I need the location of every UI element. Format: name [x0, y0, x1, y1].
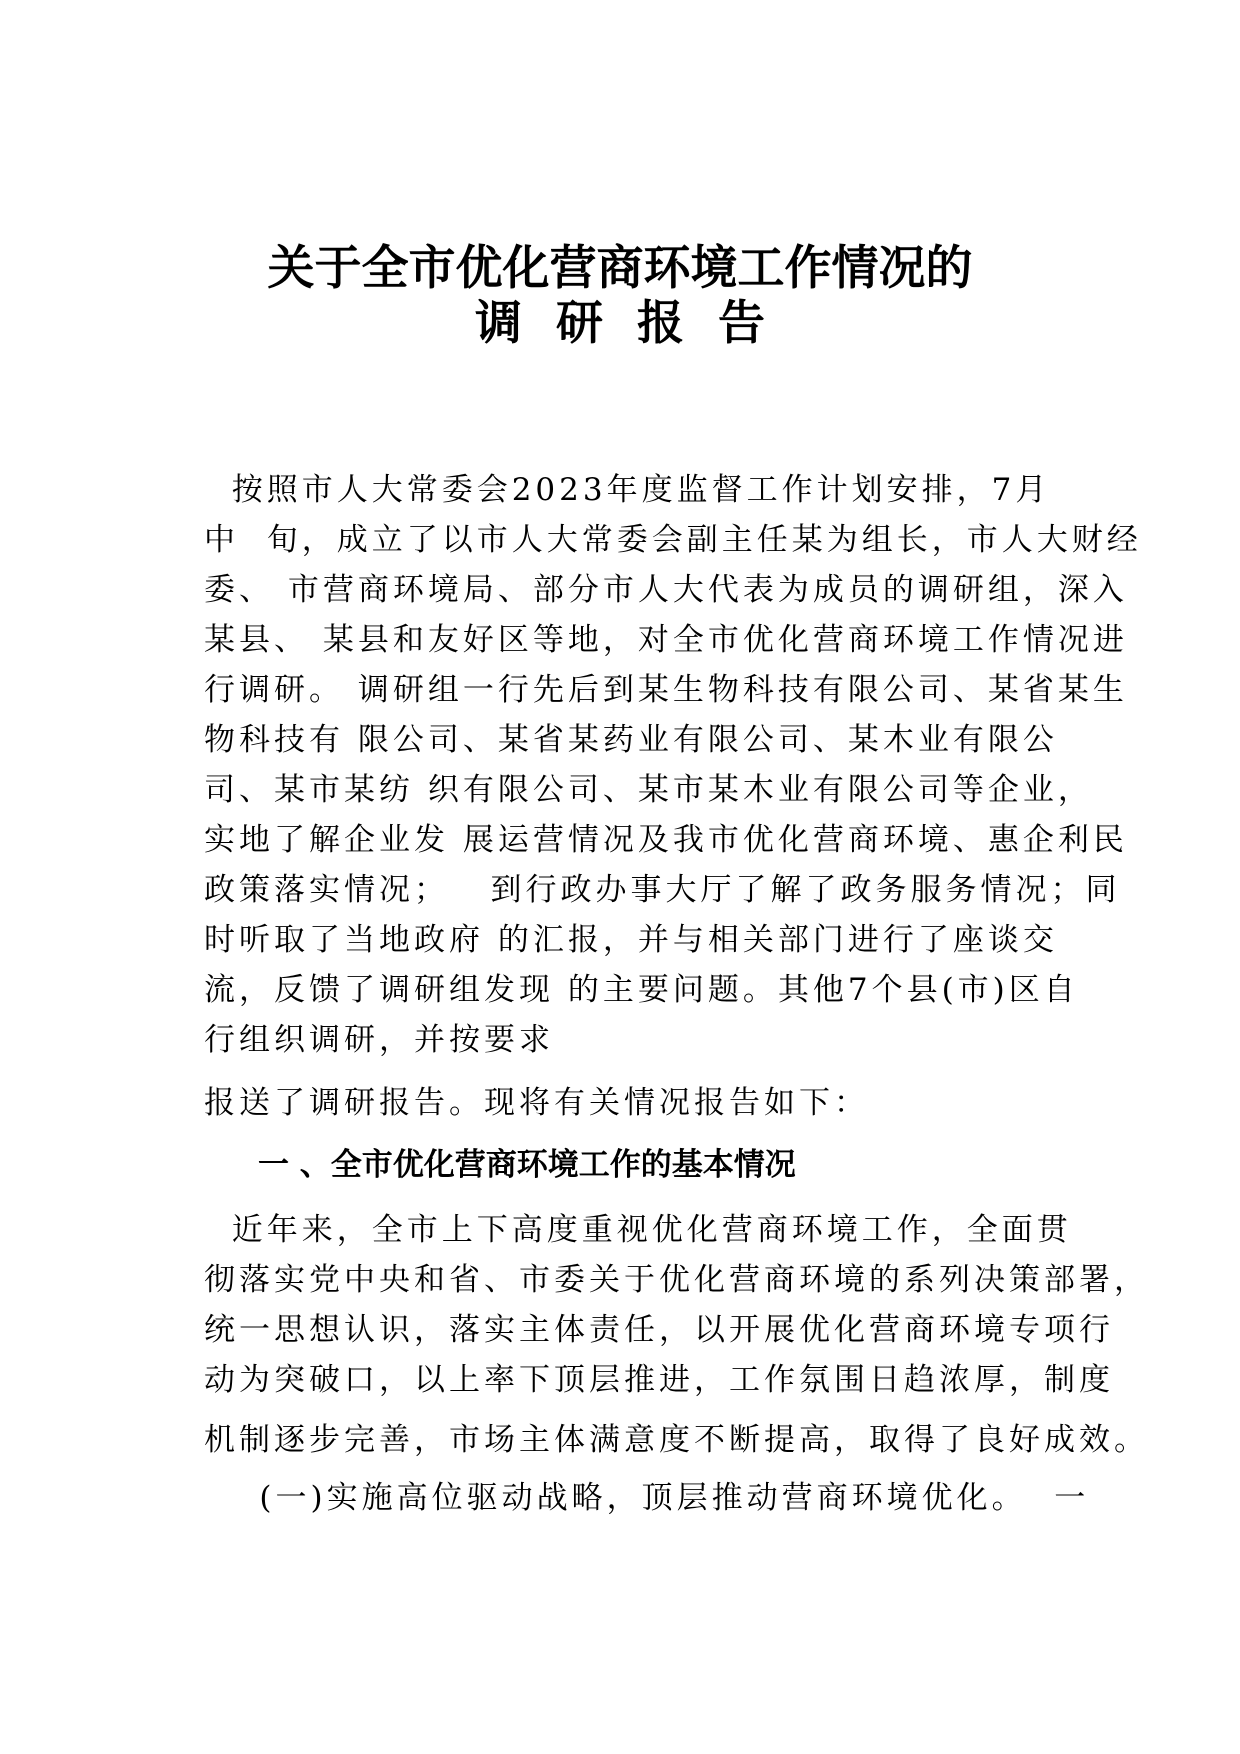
section-line-5: 机制逐步完善，市场主体满意度不断提高，取得了良好成效。 — [204, 1422, 1149, 1458]
intro-line-5: 行调研。 调研组一行先后到某生物科技有限公司、某省某生 — [204, 672, 1128, 708]
subsection-line: (一)实施高位驱动战略，顶层推动营商环境优化。 一 — [204, 1480, 1090, 1516]
document-title-line1: 关于全市优化营商环境工作情况的 — [267, 241, 973, 296]
intro-line-11: 流，反馈了调研组发现 的主要问题。其他7个县(市)区自 — [204, 972, 1079, 1008]
section-line-2: 彻落实党中央和省、市委关于优化营商环境的系列决策部署， — [204, 1262, 1149, 1298]
section-heading: 一 、全市优化营商环境工作的基本情况 — [258, 1147, 796, 1183]
intro-line-3: 委、 市营商环境局、部分市人大代表为成员的调研组，深入 — [204, 572, 1128, 608]
section-line-3: 统一思想认识，落实主体责任，以开展优化营商环境专项行 — [204, 1312, 1114, 1348]
intro-line-6: 物科技有 限公司、某省某药业有限公司、某木业有限公 — [204, 722, 1058, 758]
intro-line-10: 时听取了当地政府 的汇报，并与相关部门进行了座谈交 — [204, 922, 1058, 958]
intro-line-1: 按照市人大常委会2023年度监督工作计划安排，7月 — [204, 472, 1051, 508]
intro-line-8: 实地了解企业发 展运营情况及我市优化营商环境、惠企利民 — [204, 822, 1128, 858]
document-title-line2: 调研报告 — [475, 296, 799, 351]
section-line-4: 动为突破口，以上率下顶层推进，工作氛围日趋浓厚，制度 — [204, 1362, 1114, 1398]
section-line-1: 近年来，全市上下高度重视优化营商环境工作，全面贯 — [204, 1212, 1072, 1248]
intro-line-2: 中 旬，成立了以市人大常委会副主任某为组长，市人大财经 — [204, 522, 1142, 558]
intro-line-4: 某县、 某县和友好区等地，对全市优化营商环境工作情况进 — [204, 622, 1128, 658]
intro-line-9: 政策落实情况； 到行政办事大厅了解了政务服务情况；同 — [204, 872, 1121, 908]
intro-line-7: 司、某市某纺 织有限公司、某市某木业有限公司等企业， — [204, 772, 1093, 808]
intro-last-line: 报送了调研报告。现将有关情况报告如下： — [204, 1085, 869, 1121]
intro-line-12: 行组织调研，并按要求 — [204, 1022, 554, 1058]
